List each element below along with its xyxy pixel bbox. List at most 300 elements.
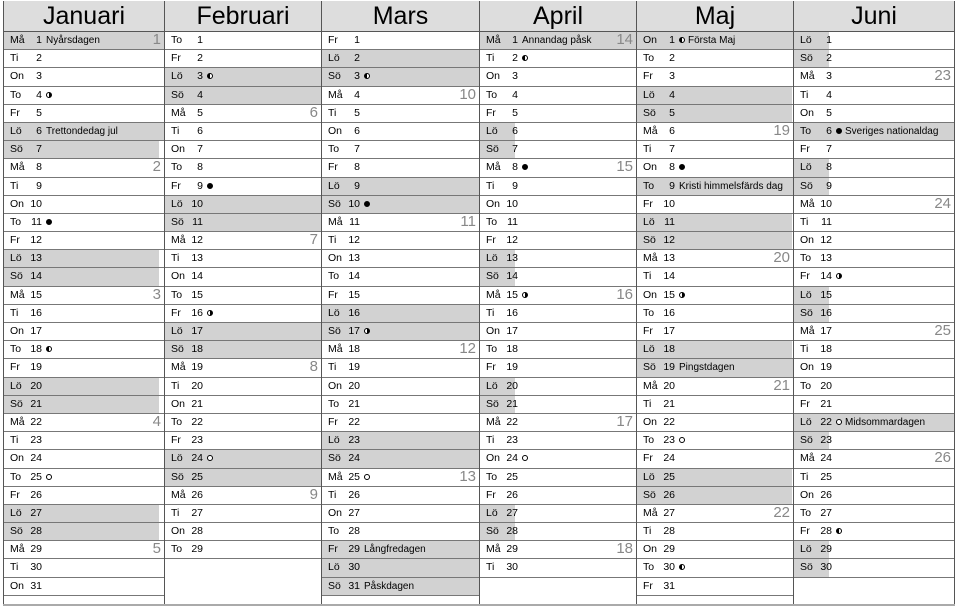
day-row: [637, 450, 793, 468]
last-moon-icon: [522, 55, 528, 61]
day-row: [794, 214, 954, 232]
weekday-label: Sö: [10, 143, 23, 156]
day-row: [165, 214, 321, 232]
day-number: 27: [820, 506, 832, 519]
weekday-label: Fr: [486, 361, 496, 374]
weekday-label: Lö: [171, 197, 183, 210]
weekday-label: To: [486, 343, 498, 356]
day-row: [322, 323, 479, 341]
weekday-label: Ti: [328, 106, 337, 119]
day-row: [794, 469, 954, 487]
weekday-label: On: [643, 415, 658, 428]
day-row: [165, 196, 321, 214]
day-number: 18: [191, 343, 203, 356]
weekday-label: Sö: [10, 270, 23, 283]
day-row: [794, 87, 954, 105]
weekday-label: Ti: [171, 506, 180, 519]
weekday-label: On: [643, 543, 658, 556]
day-row: [480, 141, 636, 159]
weekday-label: Må: [10, 288, 25, 301]
day-row: [637, 341, 793, 359]
day-row: [165, 32, 321, 50]
day-row: [4, 268, 164, 286]
weekday-label: Må: [486, 34, 501, 46]
weekday-label: To: [800, 506, 812, 519]
day-number: 18: [820, 343, 832, 356]
day-row: [4, 578, 164, 596]
day-number: 19: [820, 361, 832, 374]
day-row: [165, 359, 321, 377]
weekday-label: On: [643, 34, 658, 46]
weekday-label: Fr: [800, 525, 810, 538]
day-number: 31: [30, 579, 42, 592]
day-number: 20: [191, 379, 203, 392]
day-number: 26: [506, 488, 518, 501]
weekday-label: Fr: [800, 270, 810, 283]
day-row: [165, 287, 321, 305]
day-number: 16: [30, 306, 42, 319]
month-column-juni: [794, 1, 955, 606]
day-row: [637, 105, 793, 123]
month-column-mars: [322, 1, 480, 606]
weekday-label: On: [486, 452, 501, 465]
last-moon-icon: [46, 346, 52, 352]
day-row: [480, 450, 636, 468]
weekday-label: Ti: [171, 379, 180, 392]
weekday-label: On: [10, 197, 25, 210]
weekday-label: Fr: [328, 34, 338, 46]
day-number: 3: [36, 70, 42, 83]
day-row: [794, 50, 954, 68]
weekday-label: Fr: [328, 543, 338, 556]
day-number: 6: [669, 124, 675, 137]
last-moon-icon: [679, 37, 685, 43]
day-number: 24: [506, 452, 518, 465]
first-moon-icon: [836, 273, 842, 279]
day-number: 16: [663, 306, 675, 319]
weekday-label: On: [643, 288, 658, 301]
day-number: 26: [191, 488, 203, 501]
day-number: 19: [663, 361, 675, 374]
day-number: 12: [663, 234, 675, 247]
day-number: 15: [820, 288, 832, 301]
weekday-label: Ti: [328, 488, 337, 501]
day-row: [322, 32, 479, 50]
week-number: 23: [934, 67, 951, 85]
day-number: 10: [191, 197, 203, 210]
full-moon-icon: [207, 183, 213, 189]
weekday-label: On: [643, 161, 658, 174]
month-column-februari: [165, 1, 322, 606]
weekday-label: Fr: [328, 161, 338, 174]
day-row: [480, 250, 636, 268]
day-row: [322, 359, 479, 377]
weekday-label: Lö: [328, 306, 340, 319]
day-number: 10: [663, 197, 675, 210]
weekday-label: Ti: [10, 52, 19, 65]
day-row: [794, 305, 954, 323]
day-row: [637, 87, 793, 105]
day-row: [165, 250, 321, 268]
day-number: 27: [506, 506, 518, 519]
day-number: 23: [30, 434, 42, 447]
holiday-label: Annandag påsk: [522, 35, 592, 46]
day-number: 21: [663, 397, 675, 410]
day-row: [637, 396, 793, 414]
weekday-label: Fr: [486, 106, 496, 119]
weekday-label: Må: [643, 252, 658, 265]
day-number: 29: [820, 543, 832, 556]
weekday-label: Må: [486, 415, 501, 428]
full-moon-icon: [364, 201, 370, 207]
day-row: [322, 141, 479, 159]
day-row: [4, 32, 164, 50]
day-number: 2: [512, 52, 518, 65]
day-row: [322, 268, 479, 286]
holiday-label: Pingstdagen: [679, 362, 735, 374]
day-number: 24: [348, 452, 360, 465]
full-moon-icon: [46, 219, 52, 225]
day-number: 9: [669, 179, 675, 192]
day-row: [4, 359, 164, 377]
day-number: 20: [30, 379, 42, 392]
weekday-label: To: [328, 525, 340, 538]
weekday-label: Lö: [486, 379, 498, 392]
month-title: April: [480, 1, 636, 32]
week-number: 26: [934, 449, 951, 467]
holiday-label: Kristi himmelsfärds dag: [679, 180, 783, 192]
weekday-label: To: [800, 252, 812, 265]
weekday-label: Må: [643, 379, 658, 392]
day-row: [4, 305, 164, 323]
day-row: [4, 50, 164, 68]
day-number: 21: [820, 397, 832, 410]
day-row: [480, 523, 636, 541]
day-row: [637, 178, 793, 196]
holiday-label: Midsommardagen: [845, 416, 926, 428]
day-number: 19: [348, 361, 360, 374]
last-moon-icon: [836, 528, 842, 534]
day-row: [322, 159, 479, 177]
weekday-label: Sö: [328, 579, 341, 592]
day-row: [165, 87, 321, 105]
day-row: [165, 105, 321, 123]
day-row: [480, 214, 636, 232]
weekday-label: Lö: [10, 379, 22, 392]
day-row: [165, 341, 321, 359]
day-row: [637, 123, 793, 141]
weekday-label: Må: [171, 488, 186, 501]
day-number: 17: [820, 325, 832, 337]
weekday-label: Må: [800, 70, 815, 83]
day-number: 20: [348, 379, 360, 392]
day-number: 27: [191, 506, 203, 519]
week-number: 11: [460, 212, 476, 230]
day-number: 27: [348, 506, 360, 519]
day-row: [322, 541, 479, 559]
holiday-label: Trettondedag jul: [46, 125, 118, 137]
day-number: 28: [30, 525, 42, 538]
day-row: [322, 287, 479, 305]
day-number: 17: [663, 325, 675, 337]
weekday-label: Fr: [171, 434, 181, 447]
day-row: [637, 323, 793, 341]
weekday-label: Må: [328, 343, 343, 356]
day-row: [794, 559, 954, 577]
day-number: 8: [36, 161, 42, 174]
day-number: 23: [191, 434, 203, 447]
day-number: 14: [663, 270, 675, 283]
day-row: [322, 196, 479, 214]
weekday-label: Må: [171, 361, 186, 374]
weekday-label: On: [800, 488, 815, 501]
day-row: [637, 214, 793, 232]
holiday-label: Första Maj: [688, 35, 736, 46]
day-list: [637, 32, 793, 596]
last-moon-icon: [679, 564, 685, 570]
weekday-label: To: [171, 288, 183, 301]
weekday-label: Ti: [10, 306, 19, 319]
day-list: [4, 32, 164, 596]
day-row: [165, 469, 321, 487]
day-number: 11: [192, 215, 203, 228]
day-number: 21: [30, 397, 42, 410]
weekday-label: Lö: [643, 343, 655, 356]
weekday-label: Lö: [800, 288, 812, 301]
weekday-label: On: [800, 361, 815, 374]
weekday-label: Sö: [328, 452, 341, 465]
day-row: [794, 323, 954, 341]
day-row: [480, 178, 636, 196]
weekday-label: Lö: [328, 561, 340, 574]
day-number: 5: [36, 106, 42, 119]
weekday-label: To: [328, 143, 340, 156]
weekday-label: Må: [800, 197, 815, 210]
new-moon-icon: [364, 474, 370, 480]
day-row: [4, 250, 164, 268]
weekday-label: On: [800, 106, 815, 119]
weekday-label: Lö: [800, 34, 812, 46]
full-moon-icon: [522, 164, 528, 170]
weekday-label: On: [10, 325, 25, 337]
day-number: 1: [197, 34, 203, 46]
weekday-label: Sö: [328, 70, 341, 83]
day-row: [637, 523, 793, 541]
day-row: [794, 68, 954, 86]
day-row: [480, 487, 636, 505]
weekday-label: Sö: [800, 52, 813, 65]
day-number: 5: [512, 106, 518, 119]
day-row: [322, 432, 479, 450]
weekday-label: On: [171, 143, 186, 156]
day-number: 15: [506, 288, 518, 301]
day-number: 26: [820, 488, 832, 501]
day-number: 6: [197, 124, 203, 137]
weekday-label: Ti: [486, 306, 495, 319]
day-row: [480, 469, 636, 487]
weekday-label: Fr: [643, 197, 653, 210]
day-row: [794, 505, 954, 523]
day-number: 29: [30, 543, 42, 556]
weekday-label: Sö: [643, 106, 656, 119]
day-row: [794, 378, 954, 396]
month-title: Februari: [165, 1, 321, 32]
weekday-label: Lö: [486, 252, 498, 265]
week-number: 16: [616, 285, 633, 303]
day-number: 10: [506, 197, 518, 210]
day-row: [322, 378, 479, 396]
day-number: 21: [348, 397, 360, 410]
weekday-label: Må: [328, 215, 343, 228]
weekday-label: On: [328, 124, 343, 137]
day-number: 3: [197, 70, 203, 83]
month-title: Maj: [637, 1, 793, 32]
weekday-label: Sö: [643, 234, 656, 247]
calendar: [3, 1, 955, 606]
weekday-label: On: [10, 579, 25, 592]
weekday-label: Sö: [328, 197, 341, 210]
weekday-label: To: [328, 397, 340, 410]
day-number: 11: [31, 215, 42, 228]
weekday-label: To: [328, 270, 340, 283]
weekday-label: On: [800, 234, 815, 247]
day-number: 22: [820, 415, 832, 428]
day-number: 20: [506, 379, 518, 392]
day-row: [794, 287, 954, 305]
day-number: 24: [820, 452, 832, 465]
weekday-label: Lö: [486, 124, 498, 137]
day-number: 7: [197, 143, 203, 156]
week-number: 4: [152, 412, 161, 430]
day-number: 8: [826, 161, 832, 174]
new-moon-icon: [46, 474, 52, 480]
weekday-label: On: [171, 270, 186, 283]
day-row: [4, 323, 164, 341]
day-row: [165, 505, 321, 523]
weekday-label: Fr: [643, 579, 653, 592]
day-number: 14: [30, 270, 42, 283]
weekday-label: On: [328, 506, 343, 519]
weekday-label: Lö: [643, 215, 655, 228]
weekday-label: On: [171, 525, 186, 538]
day-row: [4, 414, 164, 432]
weekday-label: Sö: [171, 88, 184, 101]
day-row: [4, 469, 164, 487]
day-number: 13: [191, 252, 203, 265]
weekday-label: Lö: [800, 161, 812, 174]
day-row: [4, 178, 164, 196]
month-column-maj: [637, 1, 794, 606]
weekday-label: To: [10, 470, 22, 483]
day-row: [322, 87, 479, 105]
day-number: 6: [354, 124, 360, 137]
day-number: 8: [354, 161, 360, 174]
day-row: [322, 105, 479, 123]
weekday-label: To: [486, 470, 498, 483]
day-number: 11: [349, 215, 360, 228]
weekday-label: Sö: [486, 143, 499, 156]
day-number: 27: [663, 506, 675, 519]
first-moon-icon: [46, 92, 52, 98]
weekday-label: Fr: [171, 306, 181, 319]
weekday-label: To: [171, 415, 183, 428]
full-moon-icon: [679, 164, 685, 170]
weekday-label: Sö: [800, 434, 813, 447]
day-row: [480, 68, 636, 86]
day-row: [165, 414, 321, 432]
day-number: 3: [512, 70, 518, 83]
day-row: [4, 287, 164, 305]
day-number: 4: [354, 88, 360, 101]
month-title: Januari: [4, 1, 164, 32]
day-row: [480, 541, 636, 559]
last-moon-icon: [207, 73, 213, 79]
week-number: 25: [934, 322, 951, 339]
day-number: 27: [30, 506, 42, 519]
weekday-label: Ti: [800, 215, 809, 228]
day-number: 5: [826, 106, 832, 119]
day-list: [165, 32, 321, 559]
day-row: [480, 287, 636, 305]
holiday-label: Sveriges nationaldag: [845, 125, 939, 137]
day-row: [322, 469, 479, 487]
day-number: 22: [663, 415, 675, 428]
bottom-border: [3, 604, 955, 606]
weekday-label: Sö: [643, 361, 656, 374]
day-number: 6: [826, 124, 832, 137]
day-number: 7: [826, 143, 832, 156]
day-number: 9: [512, 179, 518, 192]
weekday-label: Fr: [643, 325, 653, 337]
day-row: [322, 250, 479, 268]
weekday-label: Fr: [171, 179, 181, 192]
day-number: 17: [506, 325, 518, 337]
day-row: [165, 323, 321, 341]
weekday-label: Sö: [486, 397, 499, 410]
weekday-label: Må: [10, 543, 25, 556]
day-row: [4, 341, 164, 359]
weekday-label: Sö: [800, 179, 813, 192]
day-number: 9: [36, 179, 42, 192]
day-row: [794, 523, 954, 541]
weekday-label: Fr: [328, 288, 338, 301]
day-row: [637, 141, 793, 159]
day-row: [4, 559, 164, 577]
day-number: 10: [348, 197, 360, 210]
day-number: 9: [354, 179, 360, 192]
day-row: [165, 432, 321, 450]
weekday-label: Ti: [800, 88, 809, 101]
day-number: 25: [820, 470, 832, 483]
day-number: 22: [30, 415, 42, 428]
weekday-label: Sö: [800, 306, 813, 319]
month-column-januari: [3, 1, 165, 606]
day-row: [480, 232, 636, 250]
day-number: 3: [669, 70, 675, 83]
day-number: 4: [826, 88, 832, 101]
week-number: 18: [616, 540, 633, 558]
day-row: [637, 250, 793, 268]
weekday-label: Må: [10, 34, 25, 46]
week-number: 1: [152, 31, 161, 48]
first-moon-icon: [364, 328, 370, 334]
day-number: 24: [30, 452, 42, 465]
day-row: [637, 50, 793, 68]
weekday-label: Fr: [800, 397, 810, 410]
day-row: [637, 432, 793, 450]
weekday-label: To: [643, 52, 655, 65]
week-number: 21: [773, 376, 790, 394]
